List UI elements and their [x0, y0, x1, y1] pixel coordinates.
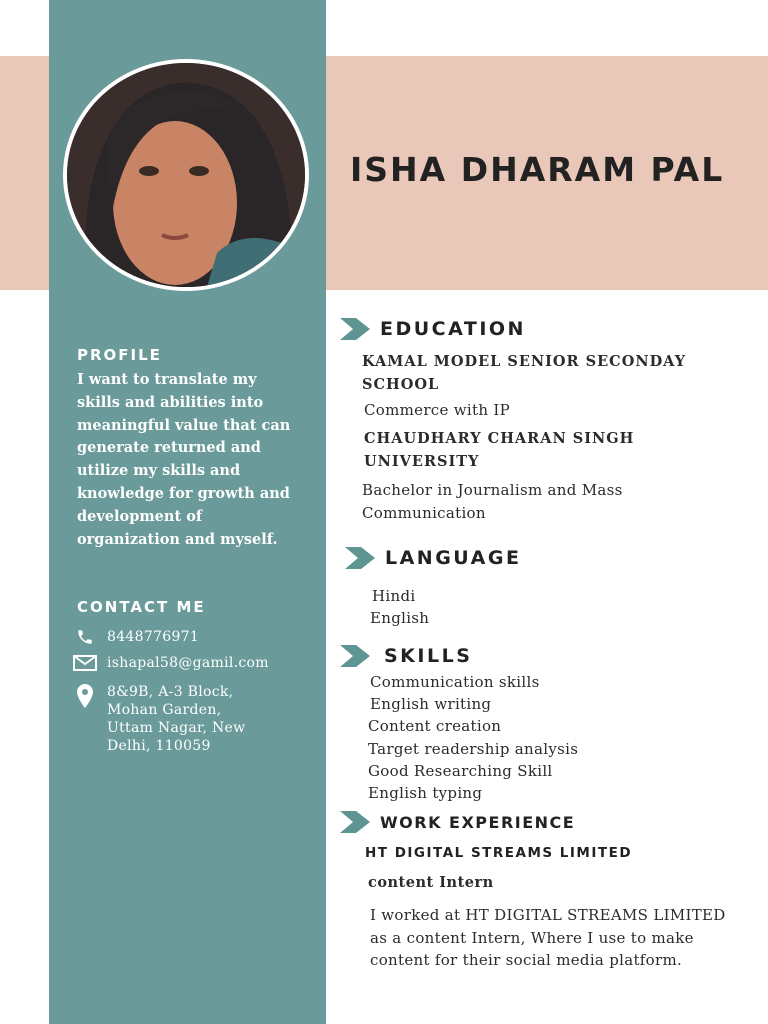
language-section-header [345, 547, 521, 569]
list-item: English writing [370, 695, 492, 714]
list-item: English [370, 609, 430, 628]
education-school-1: KAMAL MODEL SENIOR SECONDAY SCHOOL [362, 353, 687, 393]
education-school-2-detail: Bachelor in Journalism and Mass Communication [362, 481, 623, 522]
chevron-arrow-icon [345, 547, 375, 569]
location-pin-icon [72, 683, 98, 709]
contact-phone-row [72, 628, 199, 646]
language-list [370, 585, 429, 629]
contact-email-row [72, 654, 269, 672]
language-heading: LANGUAGE [385, 547, 522, 569]
phone-icon [72, 628, 98, 646]
chevron-arrow-icon [340, 645, 370, 667]
contact-address-row [72, 683, 267, 755]
email-address: ishapal58@gamil.com [107, 655, 269, 671]
profile-text: I want to translate my skills and abilities into meaningful value that can generate returned and utilize my skills and knowledge for growth and development of organization and myself. [77, 371, 291, 548]
skills-heading: SKILLS [384, 645, 473, 667]
profile-photo [63, 59, 309, 291]
list-item: Content creation [368, 717, 502, 736]
mail-icon [72, 654, 98, 672]
education-school-1-detail: Commerce with IP [364, 401, 510, 419]
chevron-arrow-icon [340, 318, 370, 340]
work-section-header [340, 811, 575, 833]
portrait-image [67, 63, 305, 287]
education-school-2: CHAUDHARY CHARAN SINGH UNIVERSITY [364, 430, 635, 470]
postal-address: 8&9B, A-3 Block, Mohan Garden, Uttam Nagar, New Delhi, 110059 [107, 684, 246, 754]
work-role: content Intern [368, 874, 494, 891]
work-description: I worked at HT DIGITAL STREAMS LIMITED as a content Intern, Where I use to make content for their social media platform. [370, 906, 726, 969]
skills-section-header [340, 645, 472, 667]
list-item: Hindi [372, 587, 416, 605]
skills-list [368, 671, 578, 804]
list-item: Good Researching Skill [368, 761, 553, 780]
candidate-name: ISHA DHARAM PAL [350, 150, 725, 189]
work-heading: WORK EXPERIENCE [380, 812, 576, 832]
list-item: Target readership analysis [368, 739, 579, 758]
list-item: Communication skills [370, 673, 540, 691]
contact-heading: CONTACT ME [77, 598, 206, 616]
list-item: English typing [368, 783, 483, 802]
chevron-arrow-icon [340, 811, 370, 833]
phone-number: 8448776971 [107, 629, 200, 645]
education-heading: EDUCATION [380, 318, 526, 340]
work-company: HT DIGITAL STREAMS LIMITED [365, 845, 633, 861]
education-section-header [340, 318, 526, 340]
profile-heading: PROFILE [77, 346, 162, 364]
